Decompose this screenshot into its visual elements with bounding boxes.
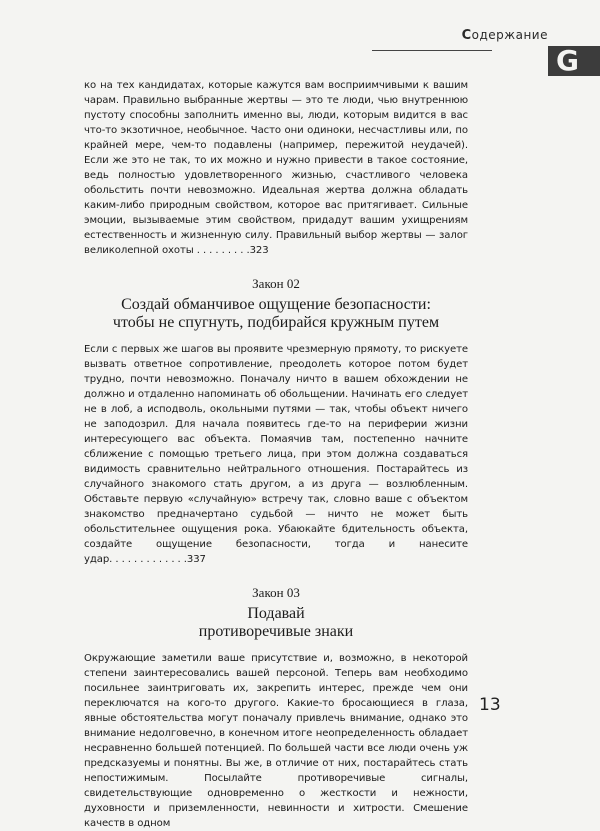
running-header xyxy=(462,28,548,43)
law-02-paragraph xyxy=(84,342,468,567)
header-rule xyxy=(372,50,492,51)
law-03-label: Закон 03 xyxy=(252,585,300,600)
section-title xyxy=(462,28,548,43)
letter-tab-glyph: G xyxy=(556,44,579,77)
law-02-title-line2: чтобы не спугнуть, подбирайся кружным путем xyxy=(112,314,440,331)
law-03-title xyxy=(84,605,468,641)
intro-paragraph-text: ко на тех кандидатах, которые кажутся вам восприимчивыми к вашим чарам. Правильно выбранные жертвы — это те люди, чью внутреннюю пустоту способны заполнить именно вы, люди, которым видится в вас что-то экзотичное, необычное. Часто они одиноки, несчастливы или, по крайней мере, чем-то подавлены (например, пережитой неудачей). Если же это не так, то их можно и нужно привести в такое состояние, ведь полностью удовлетворенного жизнью, счастливого человека обольстить почти невозможно. Идеальная жертва должна обладать каким-либо природным свойством, которое вас притягивает. Сильные эмоции, вызываемые этим свойством, придадут вашим ухищрениям естественность и жизненную силу. Правильный выбор жертвы — залог великолепной охоты xyxy=(84,80,468,256)
law-03-paragraph: Окружающие заметили ваше присутствие и, возможно, в некоторой степени заинтересовались вашей персоной. Теперь вам необходимо посильнее заинтриговать их, закрепить интерес, прежде чем они переключатся на кого-то другого. Какие-то бросающиеся в глаза, явные обстоятельства могут поначалу привлечь внимание, однако это внимание недолговечно, в конечном итоге неопределенность обладает несравненно большей потенцией. По большей части все люди очень уж предсказуемы и понятны. Вы же, в отличие от них, постарайтесь стать непостижимым. Посылайте противоречивые сигналы, свидетельствующие одновременно о жесткости и нежности, духовности и приземленности, невинности и хитрости. Смешение качеств в одном xyxy=(84,653,468,829)
law-02-label: Закон 02 xyxy=(252,276,300,291)
law-02-title-line1: Создай обманчивое ощущение безопасности: xyxy=(121,296,431,313)
page-number: 13 xyxy=(479,695,501,715)
law-03-title-line1: Подавай xyxy=(247,605,305,622)
law-02-text: Если с первых же шагов вы проявите чрезмерную прямоту, то рискуете вызвать ответное сопротивление, преодолеть которое потом будет трудно, почти невозможно. Поначалу ничто в вашем обхождении не должно и отдаленно напоминать об обольщении. Начинать его следует не в лоб, а исподволь, окольными путями — так, чтобы объект ничего не заподозрил. Для начала появитесь где-то на периферии жизни интересующего вас объекта. Помаячив там, постепенно начните сближение с помощью третьего лица, при этом должна создаваться видимость сравнительно нейтрального отношения. Постарайтесь из случайного знакомого стать другом, а из друга — возлюбленным. Обставьте первую «случайную» встречу так, словно ваше с объектом знакомство предначертано судьбой — ничто не может быть обольстительнее ощущения рока. Убаюкайте бдительность объекта, создайте ощущение безопасности, тогда и нанесите удар xyxy=(84,344,468,565)
section-title-rest: одержание xyxy=(471,28,548,42)
law-02-page-ref: . . . . . . . . . . . . .337 xyxy=(109,554,206,565)
intro-page-ref: . . . . . . . . .323 xyxy=(193,245,269,256)
page-body xyxy=(84,78,468,831)
section-title-initial: С xyxy=(461,28,472,43)
letter-tab xyxy=(548,46,600,76)
intro-paragraph xyxy=(84,78,468,258)
law-02-title xyxy=(84,296,468,332)
law-03-title-line2: противоречивые знаки xyxy=(198,623,354,640)
